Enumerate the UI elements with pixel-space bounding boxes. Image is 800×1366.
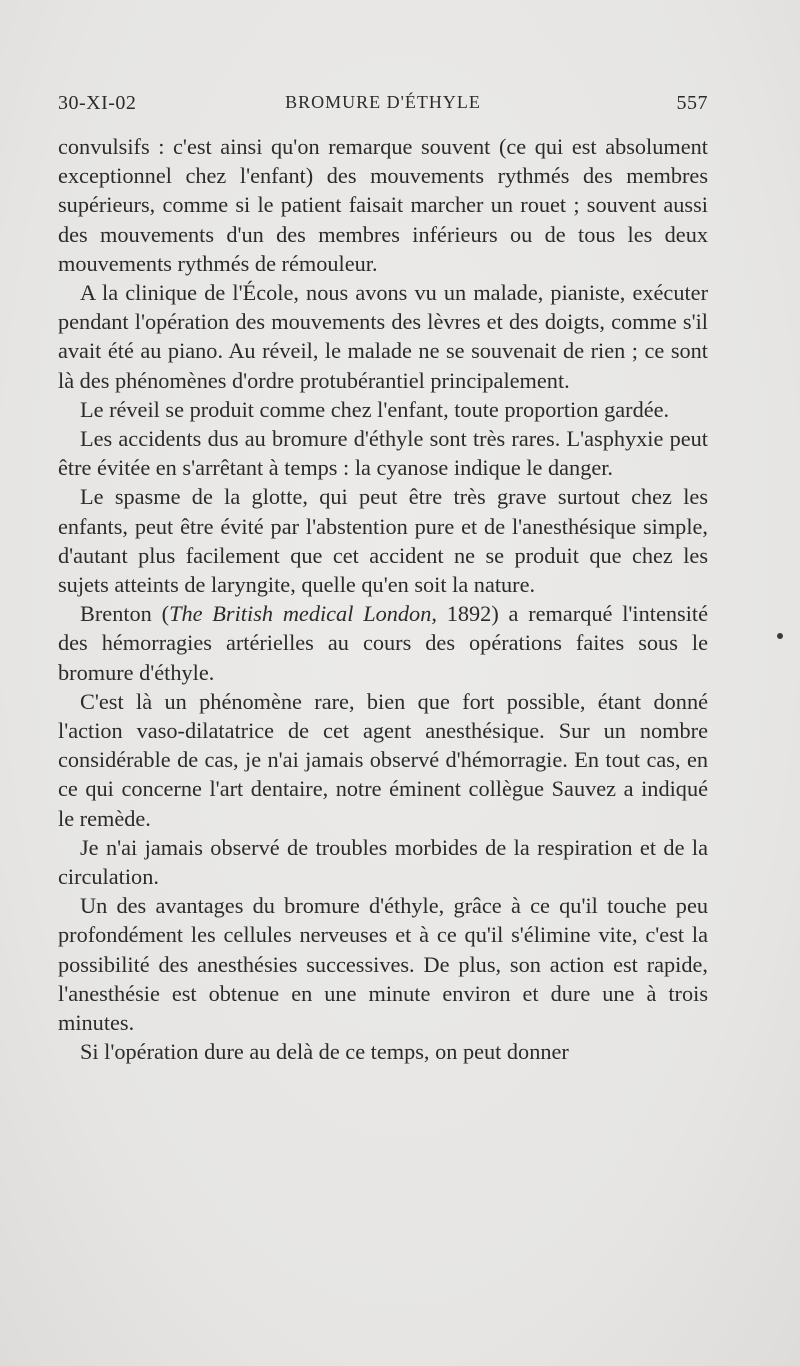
paragraph: Si l'opération dure au delà de ce temps, on peut donner xyxy=(80,1039,569,1065)
header-date: 30-XI-02 xyxy=(58,92,137,114)
citation-lead: Brenton ( xyxy=(80,601,170,627)
paragraph: Le réveil se produit comme chez l'enfant, toute proportion gardée. xyxy=(80,396,670,422)
paragraph: Je n'ai jamais observé de troubles morbides de la respiration et de la circulation. xyxy=(58,834,708,890)
paragraph: convulsifs : c'est ainsi qu'on remarque souvent (ce qui est absolument exceptionnel chez l'enfant) des mouvements rythmés des membres supérieurs, comme si le patient faisait marcher un rouet ; souvent aussi des mouvements d'un des membres inférieurs ou de tous les deux mouvements rythmés de rémouleur. xyxy=(58,134,708,276)
header-title: BROMURE D'ÉTHYLE xyxy=(285,92,481,112)
paragraph: Le spasme de la glotte, qui peut être très grave surtout chez les enfants, peut être évité par l'abstention pure et de l'anesthésique simple, d'autant plus facilement que cet accident ne se produit que chez les sujets atteints de laryngite, quelle qu'en soit la nature. xyxy=(58,484,708,598)
page-number: 557 xyxy=(676,92,708,114)
body-text xyxy=(58,132,708,1067)
paragraph-citation xyxy=(58,599,708,687)
running-header xyxy=(58,92,708,120)
paragraph: C'est là un phénomène rare, bien que fort possible, étant donné l'action vaso-dilatatrice de cet agent anesthésique. Sur un nombre considérable de cas, je n'ai jamais observé d'hémorragie. En tout cas, en ce qui concerne l'art dentaire, notre éminent collègue Sauvez a indiqué le remède. xyxy=(58,688,708,831)
paragraph: A la clinique de l'École, nous avons vu un malade, pianiste, exécuter pendant l'opération des mouvements des lèvres et des doigts, comme s'il avait été au piano. Au réveil, le malade ne se souvenait de rien ; ce sont là des phénomènes d'ordre protubérantiel principalement. xyxy=(58,280,708,393)
citation-title: The British medical London, xyxy=(169,601,437,627)
ink-speck xyxy=(777,633,783,639)
citation-rest: 1892) a remarqué l'intensité des hémorragies artérielles au cours des opérations faites sous le bromure d'éthyle. xyxy=(58,601,708,685)
paragraph: Un des avantages du bromure d'éthyle, grâce à ce qu'il touche peu profondément les cellules nerveuses et à ce qu'il s'élimine vite, c'est la possibilité des anesthésies successives. De plus, son action est rapide, l'anesthésie est obtenue en une minute environ et dure une à trois minutes. xyxy=(58,893,708,1036)
paragraph: Les accidents dus au bromure d'éthyle sont très rares. L'asphyxie peut être évitée en s'arrêtant à temps : la cyanose indique le danger. xyxy=(58,426,708,481)
